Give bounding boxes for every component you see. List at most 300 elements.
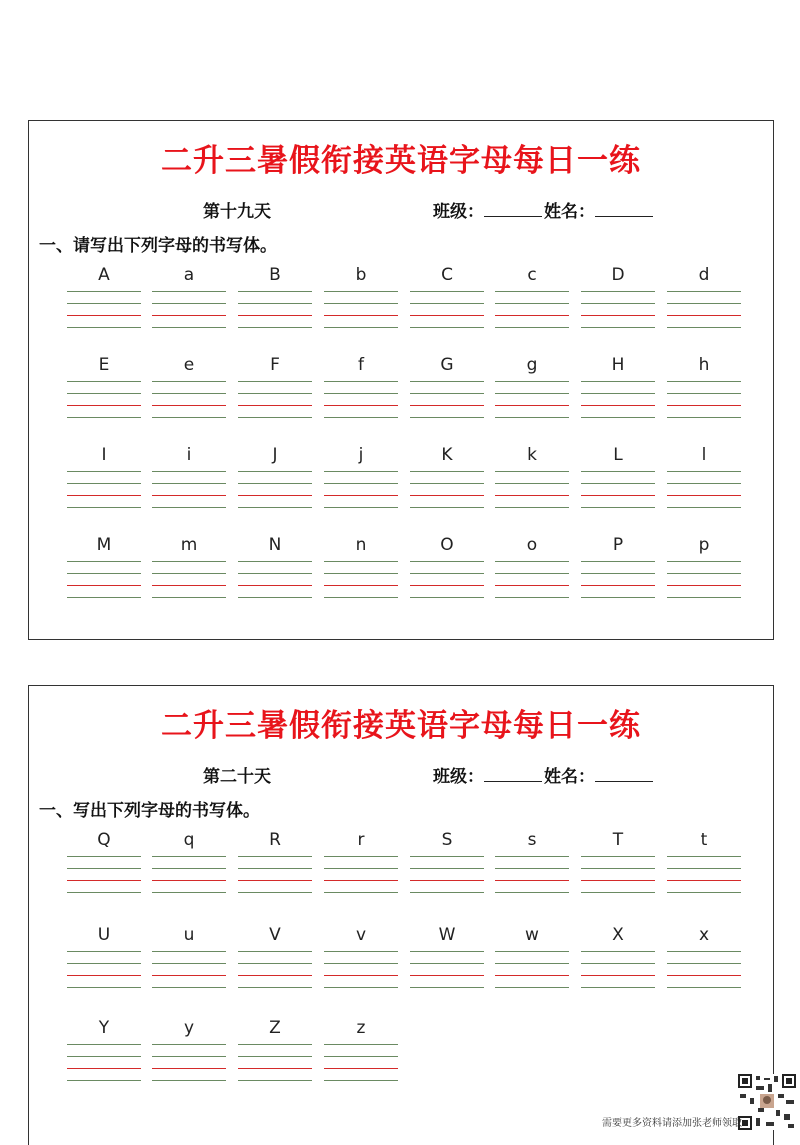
red-guide-line bbox=[410, 585, 484, 586]
red-guide-line bbox=[667, 405, 741, 406]
class-blank[interactable] bbox=[484, 202, 542, 217]
letter-label: M bbox=[96, 535, 112, 555]
green-guide-line bbox=[495, 963, 569, 964]
green-guide-line bbox=[152, 892, 226, 893]
class-name-fields bbox=[433, 197, 653, 222]
green-guide-line bbox=[495, 868, 569, 869]
green-guide-line bbox=[667, 327, 741, 328]
green-guide-line bbox=[667, 951, 741, 952]
red-guide-line bbox=[67, 315, 141, 316]
green-guide-line bbox=[324, 561, 398, 562]
green-guide-line bbox=[67, 417, 141, 418]
red-guide-line bbox=[67, 1068, 141, 1069]
letter-label: D bbox=[611, 265, 625, 285]
green-guide-line bbox=[581, 507, 655, 508]
letter-row bbox=[65, 441, 745, 521]
instruction: 一、请写出下列字母的书写体。 bbox=[39, 236, 277, 256]
letter-cell[interactable] bbox=[322, 261, 400, 341]
letter-label: R bbox=[269, 830, 281, 850]
letter-label: U bbox=[97, 925, 111, 945]
letter-cell[interactable] bbox=[150, 441, 228, 521]
green-guide-line bbox=[324, 597, 398, 598]
letter-cell[interactable] bbox=[236, 531, 314, 611]
red-guide-line bbox=[152, 495, 226, 496]
green-guide-line bbox=[667, 561, 741, 562]
green-guide-line bbox=[324, 291, 398, 292]
name-label: 姓名： bbox=[544, 202, 595, 222]
letter-cell[interactable] bbox=[408, 351, 486, 431]
letter-cell[interactable] bbox=[150, 351, 228, 431]
letter-cell[interactable] bbox=[322, 531, 400, 611]
letter-cell[interactable] bbox=[408, 261, 486, 341]
green-guide-line bbox=[152, 471, 226, 472]
letter-cell[interactable] bbox=[236, 826, 314, 906]
red-guide-line bbox=[238, 315, 312, 316]
letter-label: J bbox=[272, 445, 278, 465]
green-guide-line bbox=[324, 471, 398, 472]
red-guide-line bbox=[152, 405, 226, 406]
green-guide-line bbox=[581, 561, 655, 562]
green-guide-line bbox=[152, 327, 226, 328]
green-guide-line bbox=[495, 303, 569, 304]
green-guide-line bbox=[152, 303, 226, 304]
letter-label: t bbox=[700, 830, 708, 850]
green-guide-line bbox=[324, 1056, 398, 1057]
letter-cell[interactable] bbox=[65, 921, 143, 1001]
letter-label: W bbox=[438, 925, 456, 945]
green-guide-line bbox=[324, 393, 398, 394]
green-guide-line bbox=[324, 507, 398, 508]
red-guide-line bbox=[67, 495, 141, 496]
green-guide-line bbox=[410, 483, 484, 484]
green-guide-line bbox=[238, 291, 312, 292]
green-guide-line bbox=[667, 303, 741, 304]
red-guide-line bbox=[410, 975, 484, 976]
green-guide-line bbox=[152, 597, 226, 598]
letter-label: n bbox=[355, 535, 367, 555]
letter-row bbox=[65, 826, 745, 906]
letter-cell[interactable] bbox=[65, 351, 143, 431]
letter-cell[interactable] bbox=[65, 1014, 143, 1094]
red-guide-line bbox=[495, 880, 569, 881]
green-guide-line bbox=[324, 483, 398, 484]
red-guide-line bbox=[495, 975, 569, 976]
green-guide-line bbox=[152, 963, 226, 964]
class-blank[interactable] bbox=[484, 767, 542, 782]
letter-cell[interactable] bbox=[322, 351, 400, 431]
letter-label: c bbox=[527, 265, 537, 285]
green-guide-line bbox=[152, 868, 226, 869]
letter-cell[interactable] bbox=[236, 441, 314, 521]
letter-label: z bbox=[356, 1018, 366, 1038]
letter-row bbox=[65, 531, 745, 611]
letter-row bbox=[65, 921, 745, 1001]
letter-label: o bbox=[526, 535, 538, 555]
green-guide-line bbox=[495, 393, 569, 394]
letter-cell[interactable] bbox=[493, 351, 571, 431]
letter-cell[interactable] bbox=[150, 261, 228, 341]
letter-label: L bbox=[613, 445, 623, 465]
red-guide-line bbox=[324, 880, 398, 881]
letter-cell[interactable] bbox=[150, 1014, 228, 1094]
green-guide-line bbox=[667, 597, 741, 598]
letter-cell[interactable] bbox=[322, 921, 400, 1001]
letter-row bbox=[65, 261, 745, 341]
red-guide-line bbox=[581, 975, 655, 976]
green-guide-line bbox=[667, 892, 741, 893]
letter-label: C bbox=[441, 265, 453, 285]
green-guide-line bbox=[238, 471, 312, 472]
green-guide-line bbox=[410, 393, 484, 394]
green-guide-line bbox=[238, 951, 312, 952]
green-guide-line bbox=[67, 381, 141, 382]
letter-row bbox=[65, 351, 745, 431]
letter-cell[interactable] bbox=[408, 531, 486, 611]
red-guide-line bbox=[581, 315, 655, 316]
letter-label: Z bbox=[269, 1018, 281, 1038]
green-guide-line bbox=[495, 597, 569, 598]
green-guide-line bbox=[410, 597, 484, 598]
red-guide-line bbox=[238, 975, 312, 976]
red-guide-line bbox=[324, 975, 398, 976]
letter-cell[interactable] bbox=[493, 826, 571, 906]
red-guide-line bbox=[238, 405, 312, 406]
green-guide-line bbox=[152, 417, 226, 418]
green-guide-line bbox=[238, 1044, 312, 1045]
red-guide-line bbox=[152, 880, 226, 881]
instruction: 一、写出下列字母的书写体。 bbox=[39, 801, 260, 821]
green-guide-line bbox=[667, 868, 741, 869]
green-guide-line bbox=[152, 1080, 226, 1081]
letter-cell[interactable] bbox=[493, 261, 571, 341]
green-guide-line bbox=[152, 381, 226, 382]
red-guide-line bbox=[410, 880, 484, 881]
green-guide-line bbox=[67, 987, 141, 988]
name-blank[interactable] bbox=[595, 767, 653, 782]
green-guide-line bbox=[324, 1044, 398, 1045]
green-guide-line bbox=[581, 856, 655, 857]
green-guide-line bbox=[667, 507, 741, 508]
green-guide-line bbox=[324, 856, 398, 857]
green-guide-line bbox=[238, 1056, 312, 1057]
green-guide-line bbox=[581, 417, 655, 418]
letter-cell[interactable] bbox=[65, 826, 143, 906]
green-guide-line bbox=[581, 393, 655, 394]
green-guide-line bbox=[152, 987, 226, 988]
green-guide-line bbox=[324, 417, 398, 418]
green-guide-line bbox=[67, 856, 141, 857]
red-guide-line bbox=[581, 585, 655, 586]
letter-cell[interactable] bbox=[236, 921, 314, 1001]
green-guide-line bbox=[238, 856, 312, 857]
green-guide-line bbox=[324, 381, 398, 382]
letter-cell[interactable] bbox=[65, 261, 143, 341]
letter-label: f bbox=[358, 355, 364, 375]
green-guide-line bbox=[495, 483, 569, 484]
letter-label: T bbox=[612, 830, 624, 850]
letter-label: I bbox=[101, 445, 107, 465]
green-guide-line bbox=[67, 471, 141, 472]
green-guide-line bbox=[495, 892, 569, 893]
green-guide-line bbox=[238, 987, 312, 988]
letter-label: q bbox=[183, 830, 195, 850]
green-guide-line bbox=[495, 291, 569, 292]
letter-cell[interactable] bbox=[65, 531, 143, 611]
green-guide-line bbox=[67, 327, 141, 328]
green-guide-line bbox=[238, 573, 312, 574]
red-guide-line bbox=[324, 405, 398, 406]
green-guide-line bbox=[581, 892, 655, 893]
red-guide-line bbox=[495, 495, 569, 496]
letter-cell[interactable] bbox=[579, 261, 657, 341]
red-guide-line bbox=[238, 585, 312, 586]
letter-label: y bbox=[183, 1018, 195, 1038]
letter-cell[interactable] bbox=[408, 921, 486, 1001]
green-guide-line bbox=[324, 892, 398, 893]
worksheet-day-20 bbox=[28, 685, 774, 1145]
green-guide-line bbox=[667, 963, 741, 964]
green-guide-line bbox=[410, 561, 484, 562]
letter-cell[interactable] bbox=[322, 1014, 400, 1094]
red-guide-line bbox=[410, 315, 484, 316]
green-guide-line bbox=[410, 951, 484, 952]
green-guide-line bbox=[152, 573, 226, 574]
letter-label: w bbox=[525, 925, 539, 945]
green-guide-line bbox=[495, 987, 569, 988]
class-name-fields bbox=[433, 762, 653, 787]
letter-cell[interactable] bbox=[150, 921, 228, 1001]
green-guide-line bbox=[67, 951, 141, 952]
red-guide-line bbox=[324, 315, 398, 316]
letter-cell[interactable] bbox=[579, 351, 657, 431]
green-guide-line bbox=[152, 951, 226, 952]
green-guide-line bbox=[581, 963, 655, 964]
green-guide-line bbox=[410, 291, 484, 292]
green-guide-line bbox=[67, 507, 141, 508]
green-guide-line bbox=[67, 483, 141, 484]
green-guide-line bbox=[152, 483, 226, 484]
green-guide-line bbox=[238, 868, 312, 869]
green-guide-line bbox=[495, 327, 569, 328]
letter-cell[interactable] bbox=[322, 826, 400, 906]
green-guide-line bbox=[238, 963, 312, 964]
green-guide-line bbox=[581, 471, 655, 472]
letter-cell[interactable] bbox=[150, 531, 228, 611]
green-guide-line bbox=[581, 327, 655, 328]
red-guide-line bbox=[324, 495, 398, 496]
letter-label: H bbox=[611, 355, 625, 375]
green-guide-line bbox=[495, 561, 569, 562]
letter-cell[interactable] bbox=[322, 441, 400, 521]
green-guide-line bbox=[238, 417, 312, 418]
letter-label: P bbox=[612, 535, 624, 555]
green-guide-line bbox=[581, 483, 655, 484]
green-guide-line bbox=[152, 856, 226, 857]
letter-label: x bbox=[698, 925, 710, 945]
green-guide-line bbox=[410, 868, 484, 869]
green-guide-line bbox=[67, 291, 141, 292]
letter-label: Q bbox=[97, 830, 111, 850]
green-guide-line bbox=[581, 381, 655, 382]
green-guide-line bbox=[324, 963, 398, 964]
green-guide-line bbox=[238, 561, 312, 562]
letter-cell[interactable] bbox=[579, 921, 657, 1001]
green-guide-line bbox=[410, 303, 484, 304]
green-guide-line bbox=[667, 393, 741, 394]
green-guide-line bbox=[238, 892, 312, 893]
green-guide-line bbox=[581, 291, 655, 292]
letter-cell[interactable] bbox=[65, 441, 143, 521]
green-guide-line bbox=[152, 1056, 226, 1057]
green-guide-line bbox=[667, 291, 741, 292]
red-guide-line bbox=[324, 585, 398, 586]
green-guide-line bbox=[324, 573, 398, 574]
red-guide-line bbox=[495, 585, 569, 586]
green-guide-line bbox=[152, 393, 226, 394]
green-guide-line bbox=[410, 987, 484, 988]
red-guide-line bbox=[67, 405, 141, 406]
green-guide-line bbox=[238, 393, 312, 394]
letter-label: k bbox=[527, 445, 537, 465]
green-guide-line bbox=[410, 417, 484, 418]
green-guide-line bbox=[238, 327, 312, 328]
letter-cell[interactable] bbox=[493, 441, 571, 521]
letter-cell[interactable] bbox=[665, 351, 743, 431]
red-guide-line bbox=[238, 1068, 312, 1069]
red-guide-line bbox=[67, 585, 141, 586]
green-guide-line bbox=[238, 507, 312, 508]
letter-cell[interactable] bbox=[579, 531, 657, 611]
red-guide-line bbox=[495, 405, 569, 406]
green-guide-line bbox=[324, 327, 398, 328]
red-guide-line bbox=[152, 315, 226, 316]
letter-cell[interactable] bbox=[150, 826, 228, 906]
letter-label: A bbox=[98, 265, 110, 285]
green-guide-line bbox=[581, 987, 655, 988]
letter-cell[interactable] bbox=[493, 921, 571, 1001]
letter-label: F bbox=[270, 355, 280, 375]
green-guide-line bbox=[324, 951, 398, 952]
green-guide-line bbox=[410, 471, 484, 472]
letter-cell[interactable] bbox=[665, 826, 743, 906]
red-guide-line bbox=[152, 585, 226, 586]
green-guide-line bbox=[410, 573, 484, 574]
green-guide-line bbox=[238, 1080, 312, 1081]
green-guide-line bbox=[667, 381, 741, 382]
letter-label: X bbox=[612, 925, 624, 945]
green-guide-line bbox=[495, 471, 569, 472]
letter-cell[interactable] bbox=[408, 441, 486, 521]
red-guide-line bbox=[324, 1068, 398, 1069]
green-guide-line bbox=[667, 573, 741, 574]
green-guide-line bbox=[581, 597, 655, 598]
green-guide-line bbox=[67, 868, 141, 869]
green-guide-line bbox=[324, 303, 398, 304]
green-guide-line bbox=[581, 303, 655, 304]
red-guide-line bbox=[667, 315, 741, 316]
footer-note: 需要更多资料请添加张老师领取 bbox=[602, 1118, 742, 1129]
letter-cell[interactable] bbox=[665, 921, 743, 1001]
green-guide-line bbox=[67, 963, 141, 964]
green-guide-line bbox=[67, 561, 141, 562]
day-label: 第十九天 bbox=[203, 202, 271, 222]
green-guide-line bbox=[67, 303, 141, 304]
green-guide-line bbox=[581, 868, 655, 869]
letter-cell[interactable] bbox=[236, 1014, 314, 1094]
green-guide-line bbox=[324, 1080, 398, 1081]
letter-cell[interactable] bbox=[493, 531, 571, 611]
green-guide-line bbox=[152, 507, 226, 508]
green-guide-line bbox=[67, 573, 141, 574]
worksheet-day-19 bbox=[28, 120, 774, 640]
letter-label: b bbox=[355, 265, 367, 285]
letter-label: d bbox=[698, 265, 710, 285]
green-guide-line bbox=[495, 417, 569, 418]
worksheet-title: 二升三暑假衔接英语字母每日一练 bbox=[161, 708, 641, 744]
green-guide-line bbox=[410, 507, 484, 508]
letter-label: O bbox=[440, 535, 454, 555]
letter-label: E bbox=[98, 355, 110, 375]
green-guide-line bbox=[152, 561, 226, 562]
green-guide-line bbox=[67, 597, 141, 598]
green-guide-line bbox=[324, 868, 398, 869]
letter-label: s bbox=[527, 830, 537, 850]
letter-label: r bbox=[357, 830, 365, 850]
green-guide-line bbox=[238, 597, 312, 598]
class-label: 班级： bbox=[433, 202, 484, 222]
letter-cell[interactable] bbox=[236, 351, 314, 431]
green-guide-line bbox=[410, 327, 484, 328]
letter-label: i bbox=[186, 445, 192, 465]
letter-label: u bbox=[183, 925, 195, 945]
green-guide-line bbox=[581, 573, 655, 574]
green-guide-line bbox=[410, 856, 484, 857]
red-guide-line bbox=[410, 495, 484, 496]
name-blank[interactable] bbox=[595, 202, 653, 217]
green-guide-line bbox=[495, 573, 569, 574]
letter-cell[interactable] bbox=[236, 261, 314, 341]
letter-cell[interactable] bbox=[579, 826, 657, 906]
letter-cell[interactable] bbox=[408, 826, 486, 906]
letter-cell[interactable] bbox=[579, 441, 657, 521]
letter-cell[interactable] bbox=[665, 441, 743, 521]
red-guide-line bbox=[581, 405, 655, 406]
red-guide-line bbox=[238, 880, 312, 881]
letter-label: e bbox=[183, 355, 195, 375]
letter-label: Y bbox=[98, 1018, 110, 1038]
red-guide-line bbox=[410, 405, 484, 406]
day-label: 第二十天 bbox=[203, 767, 271, 787]
green-guide-line bbox=[667, 471, 741, 472]
letter-label: B bbox=[269, 265, 281, 285]
letter-cell[interactable] bbox=[665, 531, 743, 611]
letter-cell[interactable] bbox=[665, 261, 743, 341]
red-guide-line bbox=[67, 880, 141, 881]
letter-label: K bbox=[441, 445, 453, 465]
green-guide-line bbox=[67, 1056, 141, 1057]
red-guide-line bbox=[667, 585, 741, 586]
green-guide-line bbox=[410, 892, 484, 893]
letter-label: G bbox=[440, 355, 454, 375]
green-guide-line bbox=[67, 892, 141, 893]
red-guide-line bbox=[152, 1068, 226, 1069]
green-guide-line bbox=[495, 507, 569, 508]
letter-label: l bbox=[701, 445, 707, 465]
green-guide-line bbox=[410, 381, 484, 382]
letter-label: a bbox=[183, 265, 195, 285]
class-label: 班级： bbox=[433, 767, 484, 787]
green-guide-line bbox=[67, 393, 141, 394]
